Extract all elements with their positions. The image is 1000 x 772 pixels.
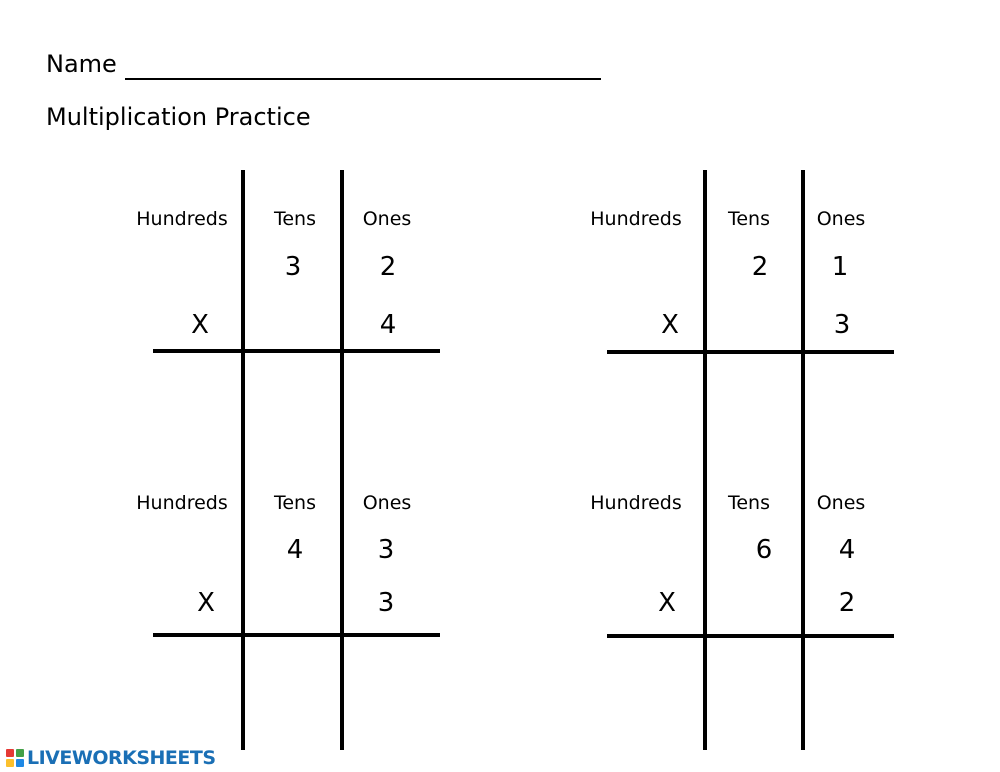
logo-square-2 [16, 749, 24, 757]
multiplier-ones: 3 [833, 310, 851, 340]
answer-line [153, 349, 440, 353]
left-grid-divider-1 [241, 170, 245, 750]
multiply-operator: X [661, 310, 679, 340]
multiplicand-tens: 3 [284, 252, 302, 282]
col-header-tens: Tens [273, 208, 317, 230]
multiply-operator: X [658, 588, 676, 618]
col-header-ones: Ones [816, 208, 866, 230]
multiplicand-ones: 2 [379, 252, 397, 282]
multiplicand-ones: 4 [838, 535, 856, 565]
col-header-tens: Tens [273, 492, 317, 514]
multiplicand-ones: 3 [377, 535, 395, 565]
col-header-ones: Ones [362, 208, 412, 230]
left-grid-divider-2 [340, 170, 344, 750]
logo-square-1 [6, 749, 14, 757]
multiplier-ones: 2 [838, 588, 856, 618]
liveworksheets-logo[interactable] [6, 747, 216, 769]
col-header-tens: Tens [727, 208, 771, 230]
col-header-ones: Ones [816, 492, 866, 514]
right-grid-divider-1 [703, 170, 707, 750]
name-label: Name [46, 50, 117, 78]
answer-line [607, 634, 894, 638]
logo-square-4 [16, 759, 24, 767]
logo-grid-icon [6, 749, 24, 767]
answer-line [607, 350, 894, 354]
multiplicand-ones: 1 [831, 252, 849, 282]
col-header-hundreds: Hundreds [590, 208, 682, 230]
worksheet-title: Multiplication Practice [46, 103, 311, 131]
multiply-operator: X [191, 310, 209, 340]
multiplier-ones: 3 [377, 588, 395, 618]
logo-text: LIVEWORKSHEETS [27, 747, 216, 769]
multiply-operator: X [197, 588, 215, 618]
multiplicand-tens: 6 [755, 535, 773, 565]
answer-line [153, 633, 440, 637]
multiplicand-tens: 2 [751, 252, 769, 282]
col-header-ones: Ones [362, 492, 412, 514]
multiplier-ones: 4 [379, 310, 397, 340]
col-header-hundreds: Hundreds [590, 492, 682, 514]
col-header-hundreds: Hundreds [136, 492, 228, 514]
col-header-hundreds: Hundreds [136, 208, 228, 230]
name-field-row [46, 48, 601, 80]
logo-square-3 [6, 759, 14, 767]
col-header-tens: Tens [727, 492, 771, 514]
name-blank-line[interactable] [125, 52, 601, 80]
multiplicand-tens: 4 [286, 535, 304, 565]
right-grid-divider-2 [801, 170, 805, 750]
